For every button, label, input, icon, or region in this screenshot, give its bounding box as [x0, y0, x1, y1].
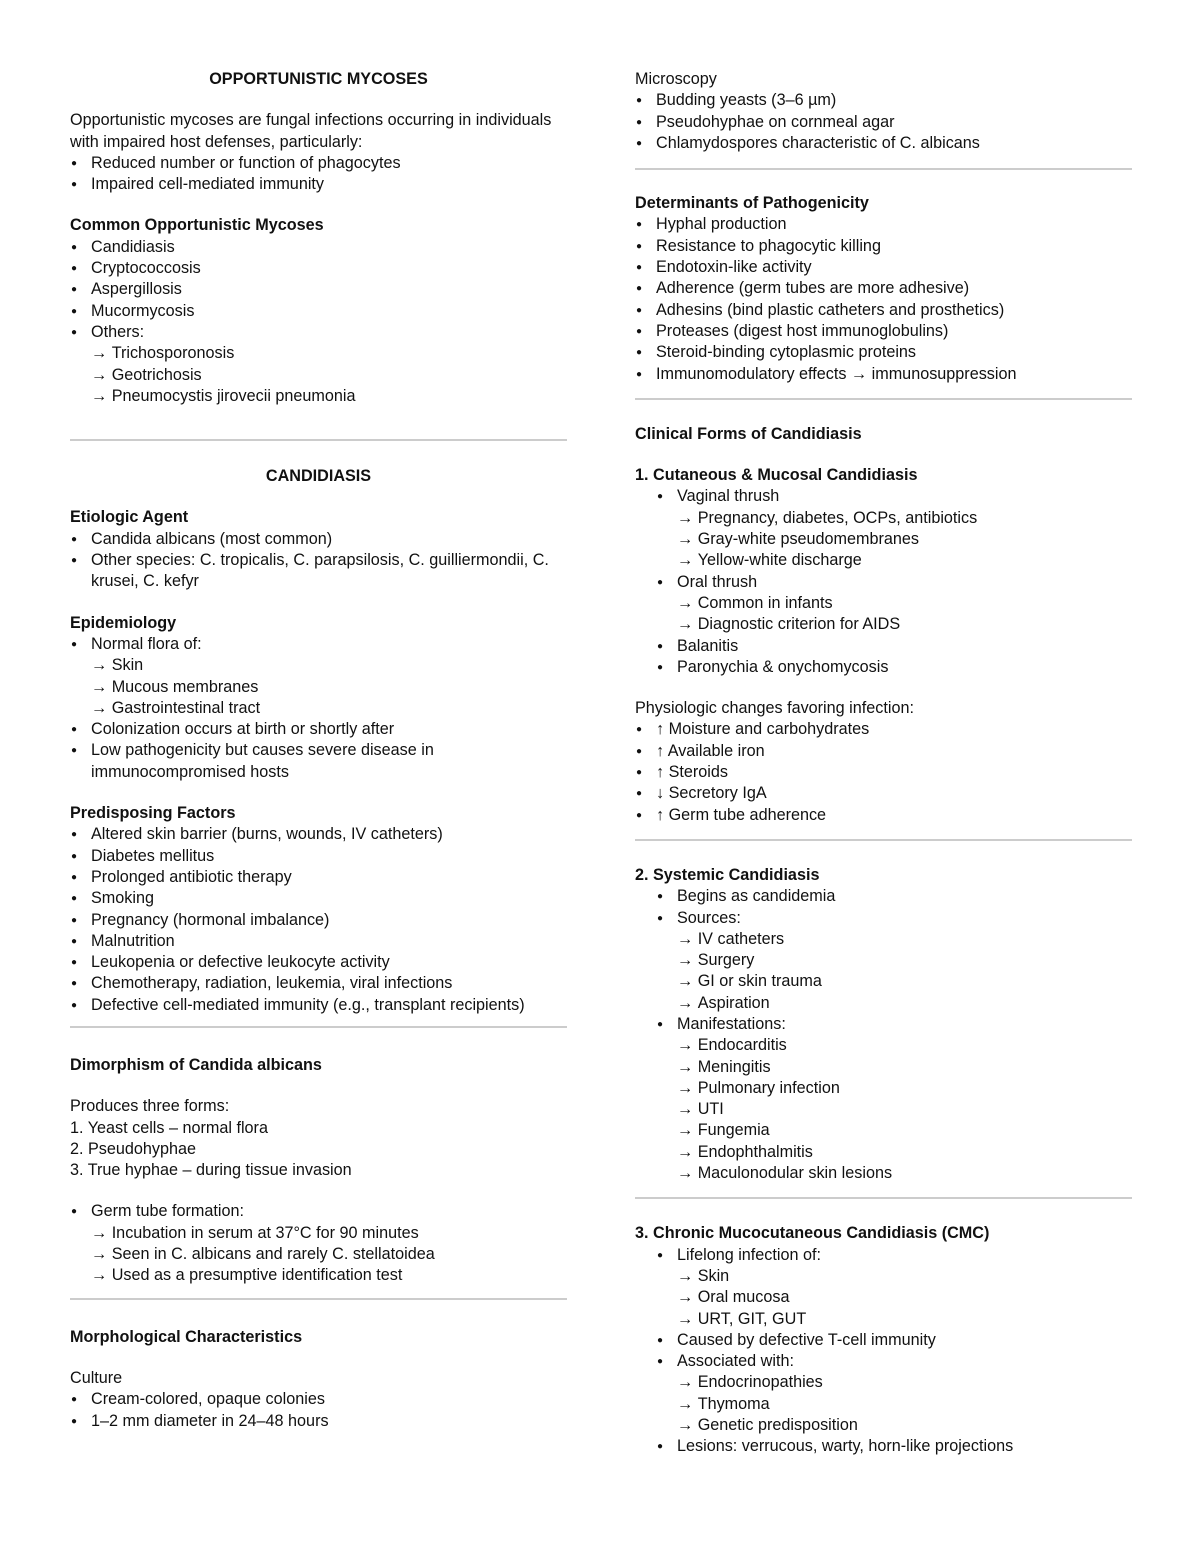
sub-item: → Endocarditis — [635, 1035, 1132, 1056]
list-item: ● Budding yeasts (3–6 µm) — [635, 90, 1132, 111]
microscopy-list — [635, 90, 1132, 154]
systemic-list-manifestations — [635, 1014, 1132, 1035]
list-item: ● Proteases (digest host immunoglobulins) — [635, 321, 1132, 342]
list-item: ● Chlamydospores characteristic of C. albicans — [635, 133, 1132, 154]
sub-item: → Pneumocystis jirovecii pneumonia — [70, 386, 567, 407]
etiologic-agent-list — [70, 529, 567, 593]
list-item: ● Caused by defective T-cell immunity — [656, 1330, 1132, 1351]
list-item: ● Cream-colored, opaque colonies — [70, 1389, 567, 1410]
right-column — [635, 69, 1132, 1458]
sub-item: → Pregnancy, diabetes, OCPs, antibiotics — [635, 508, 1132, 529]
culture-list — [70, 1389, 567, 1432]
list-item: ● Endotoxin-like activity — [635, 257, 1132, 278]
list-item: ● Aspergillosis — [70, 279, 567, 300]
list-item: ● Normal flora of: — [70, 634, 567, 655]
culture-label: Culture — [70, 1368, 123, 1387]
list-item: ● Low pathogenicity but causes severe disease in immunocompromised hosts — [70, 740, 567, 783]
cmc-list-more — [635, 1330, 1132, 1373]
sub-item: → Meningitis — [635, 1057, 1132, 1078]
sub-item: → Trichosporonosis — [70, 343, 567, 364]
cutaneous-heading: 1. Cutaneous & Mucosal Candidiasis — [635, 466, 918, 485]
sub-item: → Oral mucosa — [635, 1287, 1132, 1308]
list-item: ● Sources: — [656, 908, 1132, 929]
determinants-list — [635, 214, 1132, 384]
sub-item: → Gray-white pseudomembranes — [635, 529, 1132, 550]
sub-item: → Skin — [635, 1266, 1132, 1287]
dimorphism-form: 3. True hyphae – during tissue invasion — [70, 1161, 352, 1180]
list-item: ● Malnutrition — [70, 931, 567, 952]
sub-item: → Aspiration — [635, 993, 1132, 1014]
common-mycoses-heading: Common Opportunistic Mycoses — [70, 216, 324, 235]
cmc-list — [635, 1245, 1132, 1266]
physiologic-changes-list — [635, 719, 1132, 825]
list-item: ● Associated with: — [656, 1351, 1132, 1372]
sub-item: → Thymoma — [635, 1394, 1132, 1415]
epidemiology-list-more — [70, 719, 567, 783]
sub-item: → Pulmonary infection — [635, 1078, 1132, 1099]
list-item: ● Mucormycosis — [70, 301, 567, 322]
list-item: ● Candidiasis — [70, 237, 567, 258]
list-item: ● Prolonged antibiotic therapy — [70, 867, 567, 888]
list-item: ● Cryptococcosis — [70, 258, 567, 279]
morphological-heading: Morphological Characteristics — [70, 1327, 303, 1346]
sub-item: → Common in infants — [635, 593, 1132, 614]
list-item: ● ↑ Steroids — [635, 762, 1132, 783]
list-item: ● Reduced number or function of phagocytes — [70, 153, 567, 174]
sub-item: → Fungemia — [635, 1120, 1132, 1141]
opportunistic-intro: Opportunistic mycoses are fungal infections occurring in individuals with impaired host defenses, particularly: — [70, 111, 552, 151]
etiologic-agent-heading: Etiologic Agent — [70, 508, 189, 527]
physiologic-changes-label: Physiologic changes favoring infection: — [635, 699, 914, 718]
cutaneous-list-oral — [635, 572, 1132, 593]
sub-item: → Yellow-white discharge — [635, 550, 1132, 571]
list-item: ● Diabetes mellitus — [70, 846, 567, 867]
list-item: ● Others: — [70, 322, 567, 343]
list-item: ● Chemotherapy, radiation, leukemia, viral infections — [70, 973, 567, 994]
list-item: ● Adherence (germ tubes are more adhesive) — [635, 278, 1132, 299]
list-item: ● Paronychia & onychomycosis — [656, 657, 1132, 678]
list-item: ● Vaginal thrush — [656, 486, 1132, 507]
sub-item: → Incubation in serum at 37°C for 90 minutes — [70, 1223, 567, 1244]
opportunistic-defects-list — [70, 153, 567, 196]
list-item: ● Adhesins (bind plastic catheters and prosthetics) — [635, 300, 1132, 321]
clinical-forms-heading: Clinical Forms of Candidiasis — [635, 424, 862, 443]
sub-item: → Endocrinopathies — [635, 1372, 1132, 1393]
sub-item: → GI or skin trauma — [635, 971, 1132, 992]
sub-item: → IV catheters — [635, 929, 1132, 950]
dimorphism-form: 2. Pseudohyphae — [70, 1139, 197, 1158]
cmc-list-lesions — [635, 1436, 1132, 1457]
dimorphism-form: 1. Yeast cells – normal flora — [70, 1118, 268, 1137]
list-item: ● Pseudohyphae on cornmeal agar — [635, 112, 1132, 133]
predisposing-factors-list — [70, 824, 567, 1016]
list-item: ● Hyphal production — [635, 214, 1132, 235]
sub-item: → URT, GIT, GUT — [635, 1309, 1132, 1330]
list-item: ● Lesions: verrucous, warty, horn-like projections — [656, 1436, 1132, 1457]
opportunistic-mycoses-title: OPPORTUNISTIC MYCOSES — [209, 70, 428, 88]
list-item: ● Begins as candidemia — [656, 886, 1132, 907]
determinants-heading: Determinants of Pathogenicity — [635, 194, 869, 213]
microscopy-label: Microscopy — [635, 70, 717, 88]
cmc-heading: 3. Chronic Mucocutaneous Candidiasis (CMC) — [635, 1224, 990, 1243]
sub-item: → Endophthalmitis — [635, 1142, 1132, 1163]
list-item: ● Oral thrush — [656, 572, 1132, 593]
cutaneous-list-more — [635, 636, 1132, 679]
sub-item: → Surgery — [635, 950, 1132, 971]
sub-item: → UTI — [635, 1099, 1132, 1120]
sub-item: → Genetic predisposition — [635, 1415, 1132, 1436]
list-item: ● Altered skin barrier (burns, wounds, IV catheters) — [70, 824, 567, 845]
predisposing-factors-heading: Predisposing Factors — [70, 804, 236, 823]
sub-item: → Geotrichosis — [70, 365, 567, 386]
dimorphism-intro: Produces three forms: — [70, 1097, 230, 1116]
epidemiology-list — [70, 634, 567, 655]
left-column — [70, 69, 567, 1432]
list-item: ● Lifelong infection of: — [656, 1245, 1132, 1266]
list-item: ● Balanitis — [656, 636, 1132, 657]
common-mycoses-list — [70, 237, 567, 343]
epidemiology-heading: Epidemiology — [70, 613, 177, 632]
dimorphism-heading: Dimorphism of Candida albicans — [70, 1055, 322, 1074]
list-item: ● Other species: C. tropicalis, C. parapsilosis, C. guilliermondii, C. krusei, C. kefyr — [70, 550, 567, 593]
sub-item: → Diagnostic criterion for AIDS — [635, 614, 1132, 635]
list-item: ● ↑ Moisture and carbohydrates — [635, 719, 1132, 740]
systemic-list — [635, 886, 1132, 929]
list-item: ● Resistance to phagocytic killing — [635, 236, 1132, 257]
list-item: ● 1–2 mm diameter in 24–48 hours — [70, 1411, 567, 1432]
list-item: ● Germ tube formation: — [70, 1201, 567, 1222]
list-item: ● Manifestations: — [656, 1014, 1132, 1035]
sub-item: → Seen in C. albicans and rarely C. stellatoidea — [70, 1244, 567, 1265]
list-item: ● Defective cell-mediated immunity (e.g., transplant recipients) — [70, 995, 567, 1016]
list-item: ● Colonization occurs at birth or shortly after — [70, 719, 567, 740]
list-item: ● ↑ Available iron — [635, 741, 1132, 762]
list-item: ● ↑ Germ tube adherence — [635, 805, 1132, 826]
sub-item: → Maculonodular skin lesions — [635, 1163, 1132, 1184]
germ-tube-list — [70, 1201, 567, 1222]
list-item: ● Steroid-binding cytoplasmic proteins — [635, 342, 1132, 363]
list-item: ● Smoking — [70, 888, 567, 909]
list-item: ● Leukopenia or defective leukocyte activity — [70, 952, 567, 973]
list-item: ● Candida albicans (most common) — [70, 529, 567, 550]
list-item: ● Impaired cell-mediated immunity — [70, 174, 567, 195]
candidiasis-title: CANDIDIASIS — [265, 467, 372, 486]
sub-item: → Gastrointestinal tract — [70, 698, 567, 719]
list-item: ● ↓ Secretory IgA — [635, 783, 1132, 804]
sub-item: → Used as a presumptive identification test — [70, 1265, 567, 1286]
systemic-heading: 2. Systemic Candidiasis — [635, 865, 820, 884]
sub-item: → Mucous membranes — [70, 677, 567, 698]
sub-item: → Skin — [70, 655, 567, 676]
list-item: ● Immunomodulatory effects → immunosuppression — [635, 364, 1132, 385]
list-item: ● Pregnancy (hormonal imbalance) — [70, 910, 567, 931]
cutaneous-list — [635, 486, 1132, 507]
